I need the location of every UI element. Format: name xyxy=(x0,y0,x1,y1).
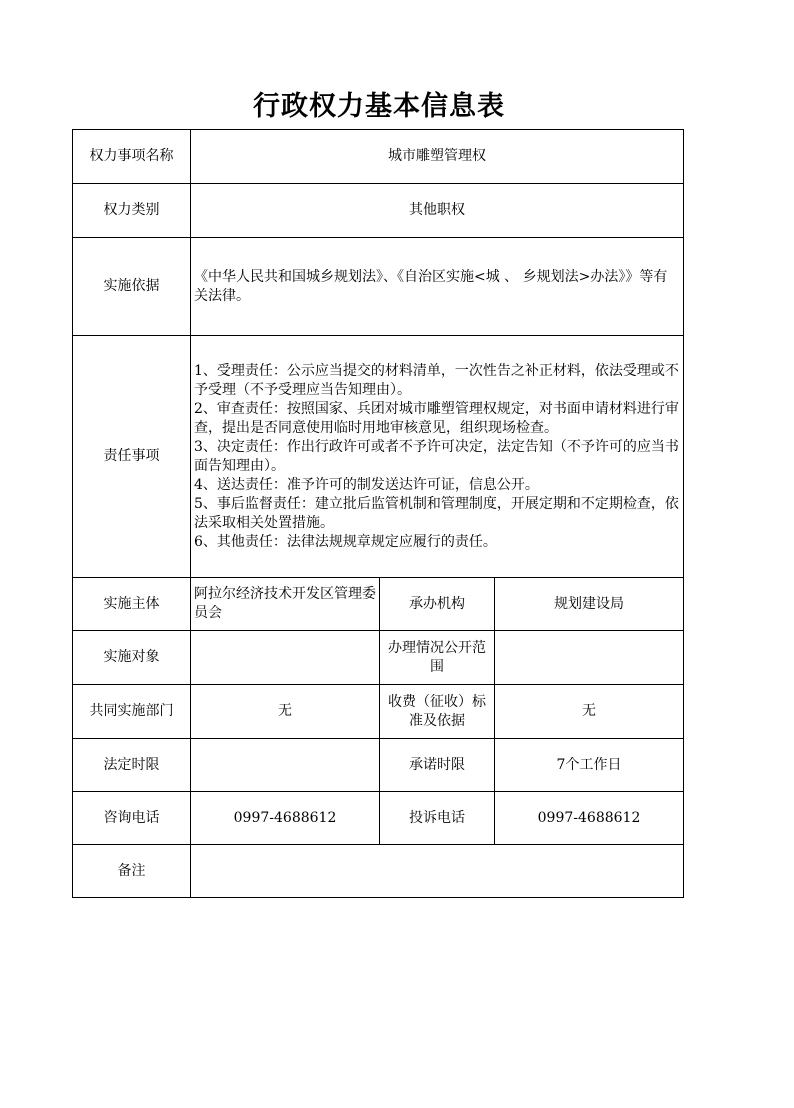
row-subject xyxy=(73,578,684,631)
value: 《中华人民共和国城乡规划法》、《自治区实施<城 、 乡规划法>办法》》等有关法律。 xyxy=(191,238,684,336)
label2: 承办机构 xyxy=(380,578,495,631)
value2 xyxy=(495,631,684,685)
row-limit xyxy=(73,739,684,792)
value: 城市雕塑管理权 xyxy=(191,130,684,184)
row-phone xyxy=(73,792,684,845)
value xyxy=(191,845,684,898)
value xyxy=(191,631,380,685)
label: 备注 xyxy=(73,845,191,898)
label2: 收费（征收）标准及依据 xyxy=(380,685,495,739)
label: 法定时限 xyxy=(73,739,191,792)
label: 权力类别 xyxy=(73,184,191,238)
value: 阿拉尔经济技术开发区管理委员会 xyxy=(191,578,380,631)
responsibility-item: 1、受理责任：公示应当提交的材料清单，一次性告之补正材料，依法受理或不予受理（不予受理应当告知理由）。 xyxy=(194,362,679,398)
value: 无 xyxy=(191,685,380,739)
label2: 办理情况公开范围 xyxy=(380,631,495,685)
value2: 无 xyxy=(495,685,684,739)
row-target xyxy=(73,631,684,685)
value2: 规划建设局 xyxy=(495,578,684,631)
value2: 0997-4688612 xyxy=(495,792,684,845)
row-category xyxy=(73,184,684,238)
row-remark xyxy=(73,845,684,898)
info-table xyxy=(72,129,684,898)
label: 实施主体 xyxy=(73,578,191,631)
responsibility-item: 6、其他责任：法律法规规章规定应履行的责任。 xyxy=(194,533,497,550)
label: 权力事项名称 xyxy=(73,130,191,184)
value xyxy=(191,739,380,792)
responsibility-item: 3、决定责任：作出行政许可或者不予许可决定，法定告知（不予许可的应当书面告知理由）。 xyxy=(194,438,679,474)
value2: 7个工作日 xyxy=(495,739,684,792)
label: 责任事项 xyxy=(73,336,191,578)
label: 实施依据 xyxy=(73,238,191,336)
label: 咨询电话 xyxy=(73,792,191,845)
row-name xyxy=(73,130,684,184)
value: 0997-4688612 xyxy=(191,792,380,845)
value: 其他职权 xyxy=(191,184,684,238)
row-joint xyxy=(73,685,684,739)
label2: 承诺时限 xyxy=(380,739,495,792)
responsibility-item: 4、送达责任：准予许可的制发送达许可证，信息公开。 xyxy=(194,476,539,493)
label2: 投诉电话 xyxy=(380,792,495,845)
responsibility-item: 5、事后监督责任：建立批后监管机制和管理制度，开展定期和不定期检查，依法采取相关处置措施。 xyxy=(194,495,679,531)
row-responsibilities xyxy=(73,336,684,578)
row-basis xyxy=(73,238,684,336)
responsibility-item: 2、审查责任：按照国家、兵团对城市雕塑管理权规定，对书面申请材料进行审查，提出是否同意使用临时用地审核意见，组织现场检查。 xyxy=(194,400,679,436)
label: 实施对象 xyxy=(73,631,191,685)
value xyxy=(191,336,684,578)
page-title: 行政权力基本信息表 xyxy=(253,91,505,122)
label: 共同实施部门 xyxy=(73,685,191,739)
